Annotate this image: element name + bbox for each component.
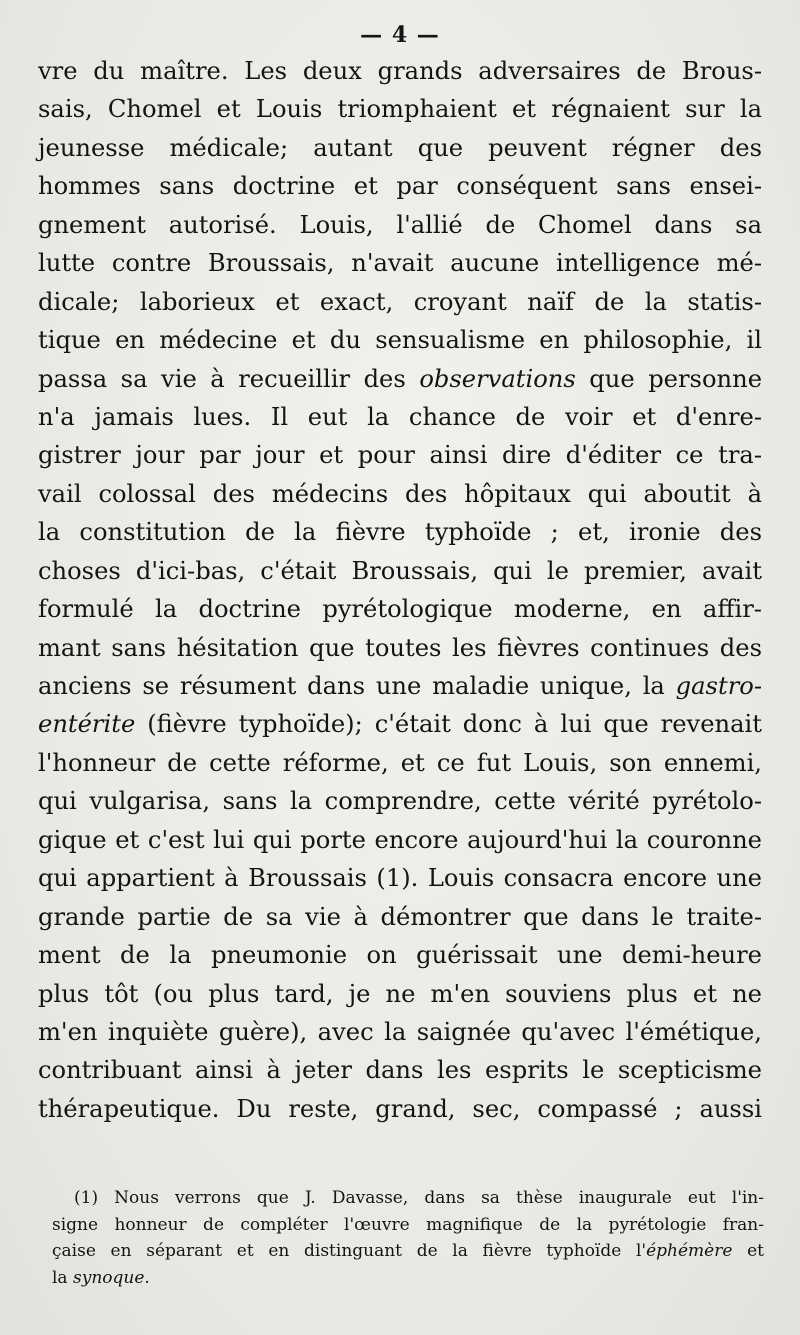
text-run: tique en médecine et du sensualisme en philosophie, il [38,326,762,355]
text-run: que personne [575,364,763,393]
body-text-line [38,52,762,90]
body-text-line [38,629,762,667]
body-text-line [38,244,762,282]
body-text-line [38,283,762,321]
body-text [38,52,762,1128]
text-run: çaise en séparant et en distinguant de la fièvre typhoïde l' [52,1241,647,1261]
text-run: gique et c'est lui qui porte encore aujourd'hui la couronne [38,825,762,854]
text-run: mant sans hésitation que toutes les fièvres continues des [38,633,762,662]
body-text-line [38,667,762,705]
text-run: passa sa vie à recueillir des [38,364,420,393]
italic-text: éphémère [646,1241,733,1261]
body-text-line [38,513,762,551]
text-run: vre du maître. Les deux grands adversaires de Brous- [38,57,762,85]
footnote-line [52,1265,764,1292]
text-run: gnement autorisé. Louis, l'allié de Chomel dans sa [38,210,762,239]
body-text-line [38,167,762,205]
text-run: . [144,1267,150,1288]
text-run: ment de la pneumonie on guérissait une demi-heure [38,941,762,970]
italic-text: entérite [38,710,136,739]
body-text-line [38,1090,762,1128]
body-text-line [38,129,762,167]
text-run: lutte contre Broussais, n'avait aucune intelligence mé- [38,249,762,278]
body-text-line [38,398,762,436]
text-run: plus tôt (ou plus tard, je ne m'en souviens plus et ne [38,979,762,1008]
text-run: n'a jamais lues. Il eut la chance de voir et d'enre- [38,402,762,431]
body-text-line [38,821,762,859]
text-run: jeunesse médicale; autant que peuvent régner des [38,133,762,162]
body-text-line [38,936,762,974]
body-text-line [38,206,762,244]
italic-text: gastro- [675,672,762,700]
body-text-line [38,744,762,782]
text-run: signe honneur de compléter l'œuvre magnifique de la pyrétologie fran- [52,1214,764,1235]
body-text-line [38,782,762,820]
body-text-line [38,1051,762,1089]
body-text-line [38,859,762,897]
body-text-line [38,590,762,628]
text-run: et [732,1241,764,1261]
text-run: m'en inquiète guère), avec la saignée qu'avec l'émétique, [38,1017,762,1046]
body-text-line [38,475,762,513]
body-text-line [38,1013,762,1051]
text-run: grande partie de sa vie à démontrer que dans le traite- [38,902,762,931]
text-run: choses d'ici-bas, c'était Broussais, qui le premier, avait [38,556,762,585]
body-text-line [38,898,762,936]
text-run: thérapeutique. Du reste, grand, sec, compassé ; aussi [38,1094,762,1123]
body-text-line [38,436,762,474]
text-run: (1) Nous verrons que J. Davasse, dans sa thèse inaugurale eut l'in- [74,1188,764,1208]
text-run: l'honneur de cette réforme, et ce fut Louis, son ennemi, [38,748,762,777]
footnote [52,1185,764,1291]
footnote-line [52,1238,764,1265]
body-text-line [38,90,762,128]
text-run: anciens se résument dans une maladie unique, la [38,672,676,700]
text-run: qui vulgarisa, sans la comprendre, cette vérité pyrétolo- [38,787,762,816]
body-text-line [38,321,762,359]
body-text-line [38,705,762,743]
text-run: qui appartient à Broussais (1). Louis consacra encore une [38,864,762,893]
text-run: contribuant ainsi à jeter dans les esprits le scepticisme [38,1056,762,1085]
italic-text: synoque [72,1267,145,1288]
text-run: sais, Chomel et Louis triomphaient et régnaient sur la [38,95,762,124]
text-run: formulé la doctrine pyrétologique moderne, en affir- [38,595,762,624]
text-run: dicale; laborieux et exact, croyant naïf de la statis- [38,287,762,316]
body-text-line [38,360,762,398]
text-run: la constitution de la fièvre typhoïde ; et, ironie des [38,518,762,547]
body-text-line [38,975,762,1013]
body-text-line [38,552,762,590]
text-run: vail colossal des médecins des hôpitaux qui aboutit à [38,479,762,508]
text-run: la [52,1267,73,1288]
text-run: (fièvre typhoïde); c'était donc à lui que revenait [135,710,762,739]
page-number: — 4 — [360,22,440,48]
text-run: gistrer jour par jour et pour ainsi dire d'éditer ce tra- [38,441,762,470]
footnote-line [52,1185,764,1212]
italic-text: observations [419,364,576,393]
footnote-line [52,1212,764,1239]
text-run: hommes sans doctrine et par conséquent sans ensei- [38,172,762,201]
